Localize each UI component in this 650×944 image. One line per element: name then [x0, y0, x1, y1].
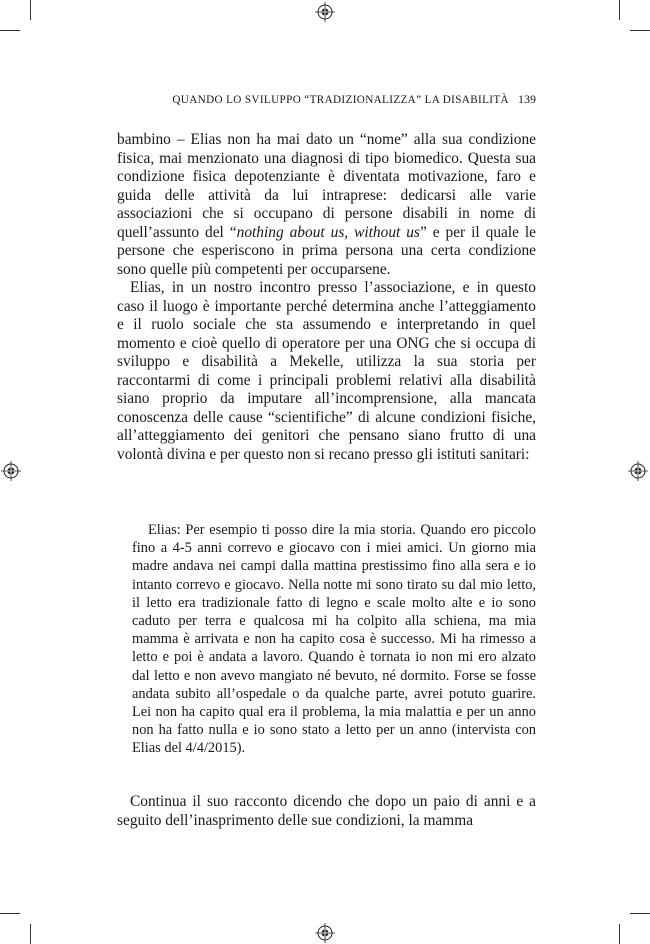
quote-text: Elias: Per esempio ti posso dire la mia storia. Quando ero piccolo fino a 4-5 anni correvo e giocavo con i miei amici. Un giorno mia madre andava nei campi dalla mattina prestissimo fino alla sera e io intanto correvo e giocavo. Nella notte mi sono tirato su dal mio letto, il letto era tradizionale fatto di legno e scale molto alte e io sono caduto per terra e qualcosa mi ha colpito alla schiena, ma mia mamma è arrivata e non ha capito cosa è successo. Mi ha rimesso a letto e poi è andata a lavoro. Quando è tornata io non mi ero alzato dal letto e non avevo mangiato né bevuto, né dormito. Forse se fosse andata subito all’ospedale o da qualche parte, avrei potuto guarire. Lei non ha capito qual era il problema, la mia malattia e per un anno non ha fatto nulla e io sono stato a letto per un anno (intervista con Elias del 4/4/2015).: [132, 522, 536, 757]
paragraph-2: Elias, in un nostro incontro presso l’associazione, e in questo caso il luogo è importante perché determina anche l’atteggiamento e il ruolo sociale che sta assumendo e interpretando in quel momento e cioè quello di operatore per una ONG che si occupa di sviluppo e disabilità a Mekelle, utilizza la sua storia per raccontarmi di come i principali problemi relativi alla disabilità siano proprio da imputare all’incomprensione, alla mancata conoscenza delle cause “scientifiche” di alcune condizioni fisiche, all’atteggiamento dei genitori che pensano siano frutto di una volontà divina e per questo non si recano presso gli istituti sanitari:: [117, 279, 536, 463]
registration-mark-icon: [628, 461, 648, 481]
quoted-motto: nothing about us, without us: [236, 223, 420, 241]
crop-mark-top-right-v: [619, 0, 620, 20]
crop-mark-top-right-h: [630, 30, 650, 31]
crop-mark-bottom-right-h: [630, 913, 650, 914]
interview-quote: [132, 521, 536, 758]
closing-paragraph: [117, 793, 536, 830]
crop-mark-bottom-left-v: [30, 924, 31, 944]
running-header: [117, 92, 536, 107]
registration-mark-icon: [315, 2, 335, 22]
page-number: 139: [518, 92, 536, 106]
crop-mark-top-left-h: [0, 30, 20, 31]
registration-mark-icon: [315, 923, 335, 943]
paragraph-1-start: bambino – Elias non ha mai dato un “nome” alla sua condizione fisica, mai menzionato una diagnosi di tipo biomedico. Questa sua condizione fisica depotenziante è diventata motivazione, faro e guida delle attività da lui intraprese: dedicarsi alle varie associazioni che si occupano di persone disabili in nome di quell’assunto del “: [117, 131, 536, 241]
crop-mark-bottom-right-v: [619, 924, 620, 944]
crop-mark-top-left-v: [30, 0, 31, 20]
body-text: [117, 131, 536, 464]
crop-mark-bottom-left-h: [0, 913, 20, 914]
paragraph-1: [117, 131, 536, 279]
closing-text: Continua il suo racconto dicendo che dopo un paio di anni e a seguito dell’inasprimento delle sue condizioni, la mamma: [117, 793, 536, 829]
paragraph-1-end: ” e per il quale le persone che esperiscono in prima persona una certa condizione sono quelle più competenti per occuparsene.: [117, 223, 537, 278]
running-title: QUANDO LO SVILUPPO “TRADIZIONALIZZA” LA DISABILITÀ: [172, 94, 509, 106]
registration-mark-icon: [1, 461, 21, 481]
